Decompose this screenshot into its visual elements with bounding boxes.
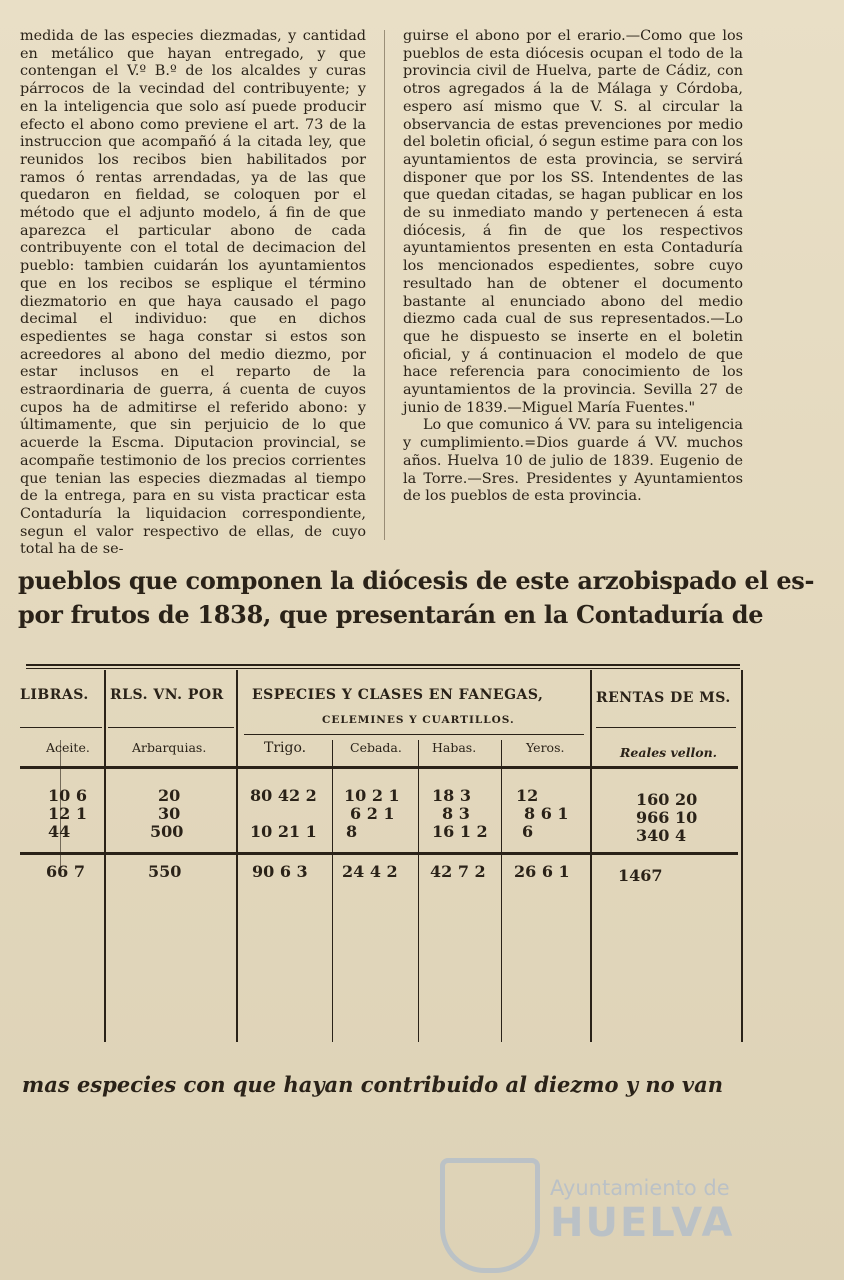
cell-rentas: 160 20: [636, 790, 698, 809]
header-rule: [596, 727, 736, 728]
cell-yeros: 12: [516, 786, 539, 805]
col-rule: [236, 670, 238, 1042]
header-rls: RLS. VN. POR: [110, 687, 224, 703]
cell-yeros: 8 6 1: [524, 804, 569, 823]
sub-yeros: Yeros.: [526, 740, 565, 755]
left-paragraph: medida de las especies diezmadas, y cantidad en metálico que hayan entregado, y que contengan el V.º B.º de los alcaldes y curas párrocos de la vecindad del contribuyente; y en la inteligencia que solo así puede producir efecto el abono como previene el art. 73 de la instruccion que acompañó á la citada ley, que reunidos los recibos bien habilitados por ramos ó rentas arrendadas, ya de las que quedaron en fieldad, se coloquen por el método que el adjunto modelo, á fin de que aparezca el particular abono de cada contribuyente con el total de decimacion del pueblo: tambien cuidarán los ayuntamientos que en los recibos se esplique el término diezmatorio en que haya causado el pago decimal el individuo: que en dichos espedientes se haga constar si estos son acreedores al abono del medio diezmo, por estar inclusos en el reparto de la estraordinaria de guerra, á cuenta de cuyos cupos ha de admitirse el referido abono: y últimamente, que sin perjuicio de lo que acuerde la Escma. Diputacion provincial, se acompañe testimonio de los precios corrientes que tenian las especies diezmadas al tiempo de la entrega, para en su vista practicar esta Contaduría la liquidacion correspondiente, segun el valor respectivo de ellas, de cuyo total ha de se-: [20, 28, 366, 558]
right-text-column: [403, 28, 743, 538]
header-rule: [20, 727, 102, 728]
col-rule: [418, 740, 419, 1042]
totals-rule: [20, 852, 738, 855]
cell-trigo: 10 21 1: [250, 822, 317, 841]
total-habas: 42 7 2: [430, 862, 486, 881]
header-rule: [108, 727, 234, 728]
sub-arbarquias: Arbarquias.: [132, 740, 207, 755]
table-heading-line-1: pueblos que componen la diócesis de este arzobispado el es-: [18, 566, 815, 595]
col-rule: [332, 740, 333, 1042]
cell-rentas: 340 4: [636, 826, 687, 845]
cell-rls: 30: [158, 804, 181, 823]
col-rule: [501, 740, 502, 1042]
right-paragraph-1: guirse el abono por el erario.—Como que los pueblos de esta diócesis ocupan el todo de la provincia civil de Huelva, parte de Cádiz, con otros agregados á la de Málaga y Córdoba, espero así mismo que V. S. al circular la observancia de estas prevenciones por medio del boletin oficial, ó segun estime para con los ayuntamientos de esta provincia, se servirá disponer que por los SS. Intendentes de las que quedan citadas, se hagan publicar en los de su inmediato mando y pertenecen á esta diócesis, á fin de que los respectivos ayuntamientos presenten en esta Contaduría los mencionados espedientes, sobre cuyo resultado han de obtener el documento bastante al enunciado abono del medio diezmo cada cual de sus representados.—Lo que he dispuesto se inserte en el boletin oficial, y á continuacion el modelo de que hace referencia para conocimiento de los ayuntamientos de la provincia. Sevilla 27 de junio de 1839.—Miguel María Fuentes.": [403, 28, 743, 416]
cell-habas: 8 3: [442, 804, 470, 823]
total-yeros: 26 6 1: [514, 862, 570, 881]
table-top-rule: [26, 664, 740, 666]
cell-libras: 44: [48, 822, 71, 841]
col-rule: [590, 670, 592, 1042]
total-trigo: 90 6 3: [252, 862, 308, 881]
sub-aceite: Aceite.: [46, 740, 90, 755]
table-top-rule-2: [26, 668, 740, 669]
col-rule: [741, 670, 743, 1042]
watermark-bottom: HUELVA: [550, 1200, 735, 1246]
col-rule: [104, 670, 106, 1042]
left-text-column: [20, 28, 366, 558]
header-rentas: RENTAS DE MS.: [596, 690, 731, 706]
table-heading-line-2: por frutos de 1838, que presentarán en la Contaduría de: [18, 600, 764, 629]
cell-libras: 10 6: [48, 786, 87, 805]
cell-cebada: 8: [346, 822, 358, 841]
cell-rls: 20: [158, 786, 181, 805]
watermark-top: Ayuntamiento de: [550, 1176, 730, 1200]
cell-rentas: 966 10: [636, 808, 698, 827]
sub-cebada: Cebada.: [350, 740, 402, 755]
header-bottom-rule: [20, 766, 738, 769]
header-especies-sub: CELEMINES Y CUARTILLOS.: [322, 714, 515, 726]
sub-habas: Habas.: [432, 740, 477, 755]
cell-cebada: 6 2 1: [350, 804, 395, 823]
total-libras: 66 7: [46, 862, 85, 881]
sub-trigo: Trigo.: [264, 740, 307, 756]
cell-libras: 12 1: [48, 804, 87, 823]
cell-rls: 500: [150, 822, 184, 841]
header-especies: ESPECIES Y CLASES EN FANEGAS,: [252, 687, 544, 703]
cell-cebada: 10 2 1: [344, 786, 400, 805]
right-paragraph-2: Lo que comunico á VV. para su inteligencia y cumplimiento.=Dios guarde á VV. muchos años. Huelva 10 de julio de 1839. Eugenio de la Torre.—Sres. Presidentes y Ayuntamientos de los pueblos de esta provincia.: [403, 417, 743, 505]
cell-yeros: 6: [522, 822, 534, 841]
total-cebada: 24 4 2: [342, 862, 398, 881]
header-rule: [244, 734, 584, 735]
cell-trigo: 80 42 2: [250, 786, 317, 805]
header-libras: LIBRAS.: [20, 687, 89, 703]
archive-watermark: [430, 1150, 780, 1270]
cell-habas: 16 1 2: [432, 822, 488, 841]
total-rls: 550: [148, 862, 182, 881]
table-footer-line: mas especies con que hayan contribuido al diezmo y no van: [22, 1072, 723, 1097]
sub-reales: Reales vellon.: [620, 745, 718, 760]
shield-icon: [440, 1158, 540, 1273]
column-divider: [384, 30, 385, 540]
total-rentas: 1467: [618, 866, 663, 885]
cell-habas: 18 3: [432, 786, 471, 805]
